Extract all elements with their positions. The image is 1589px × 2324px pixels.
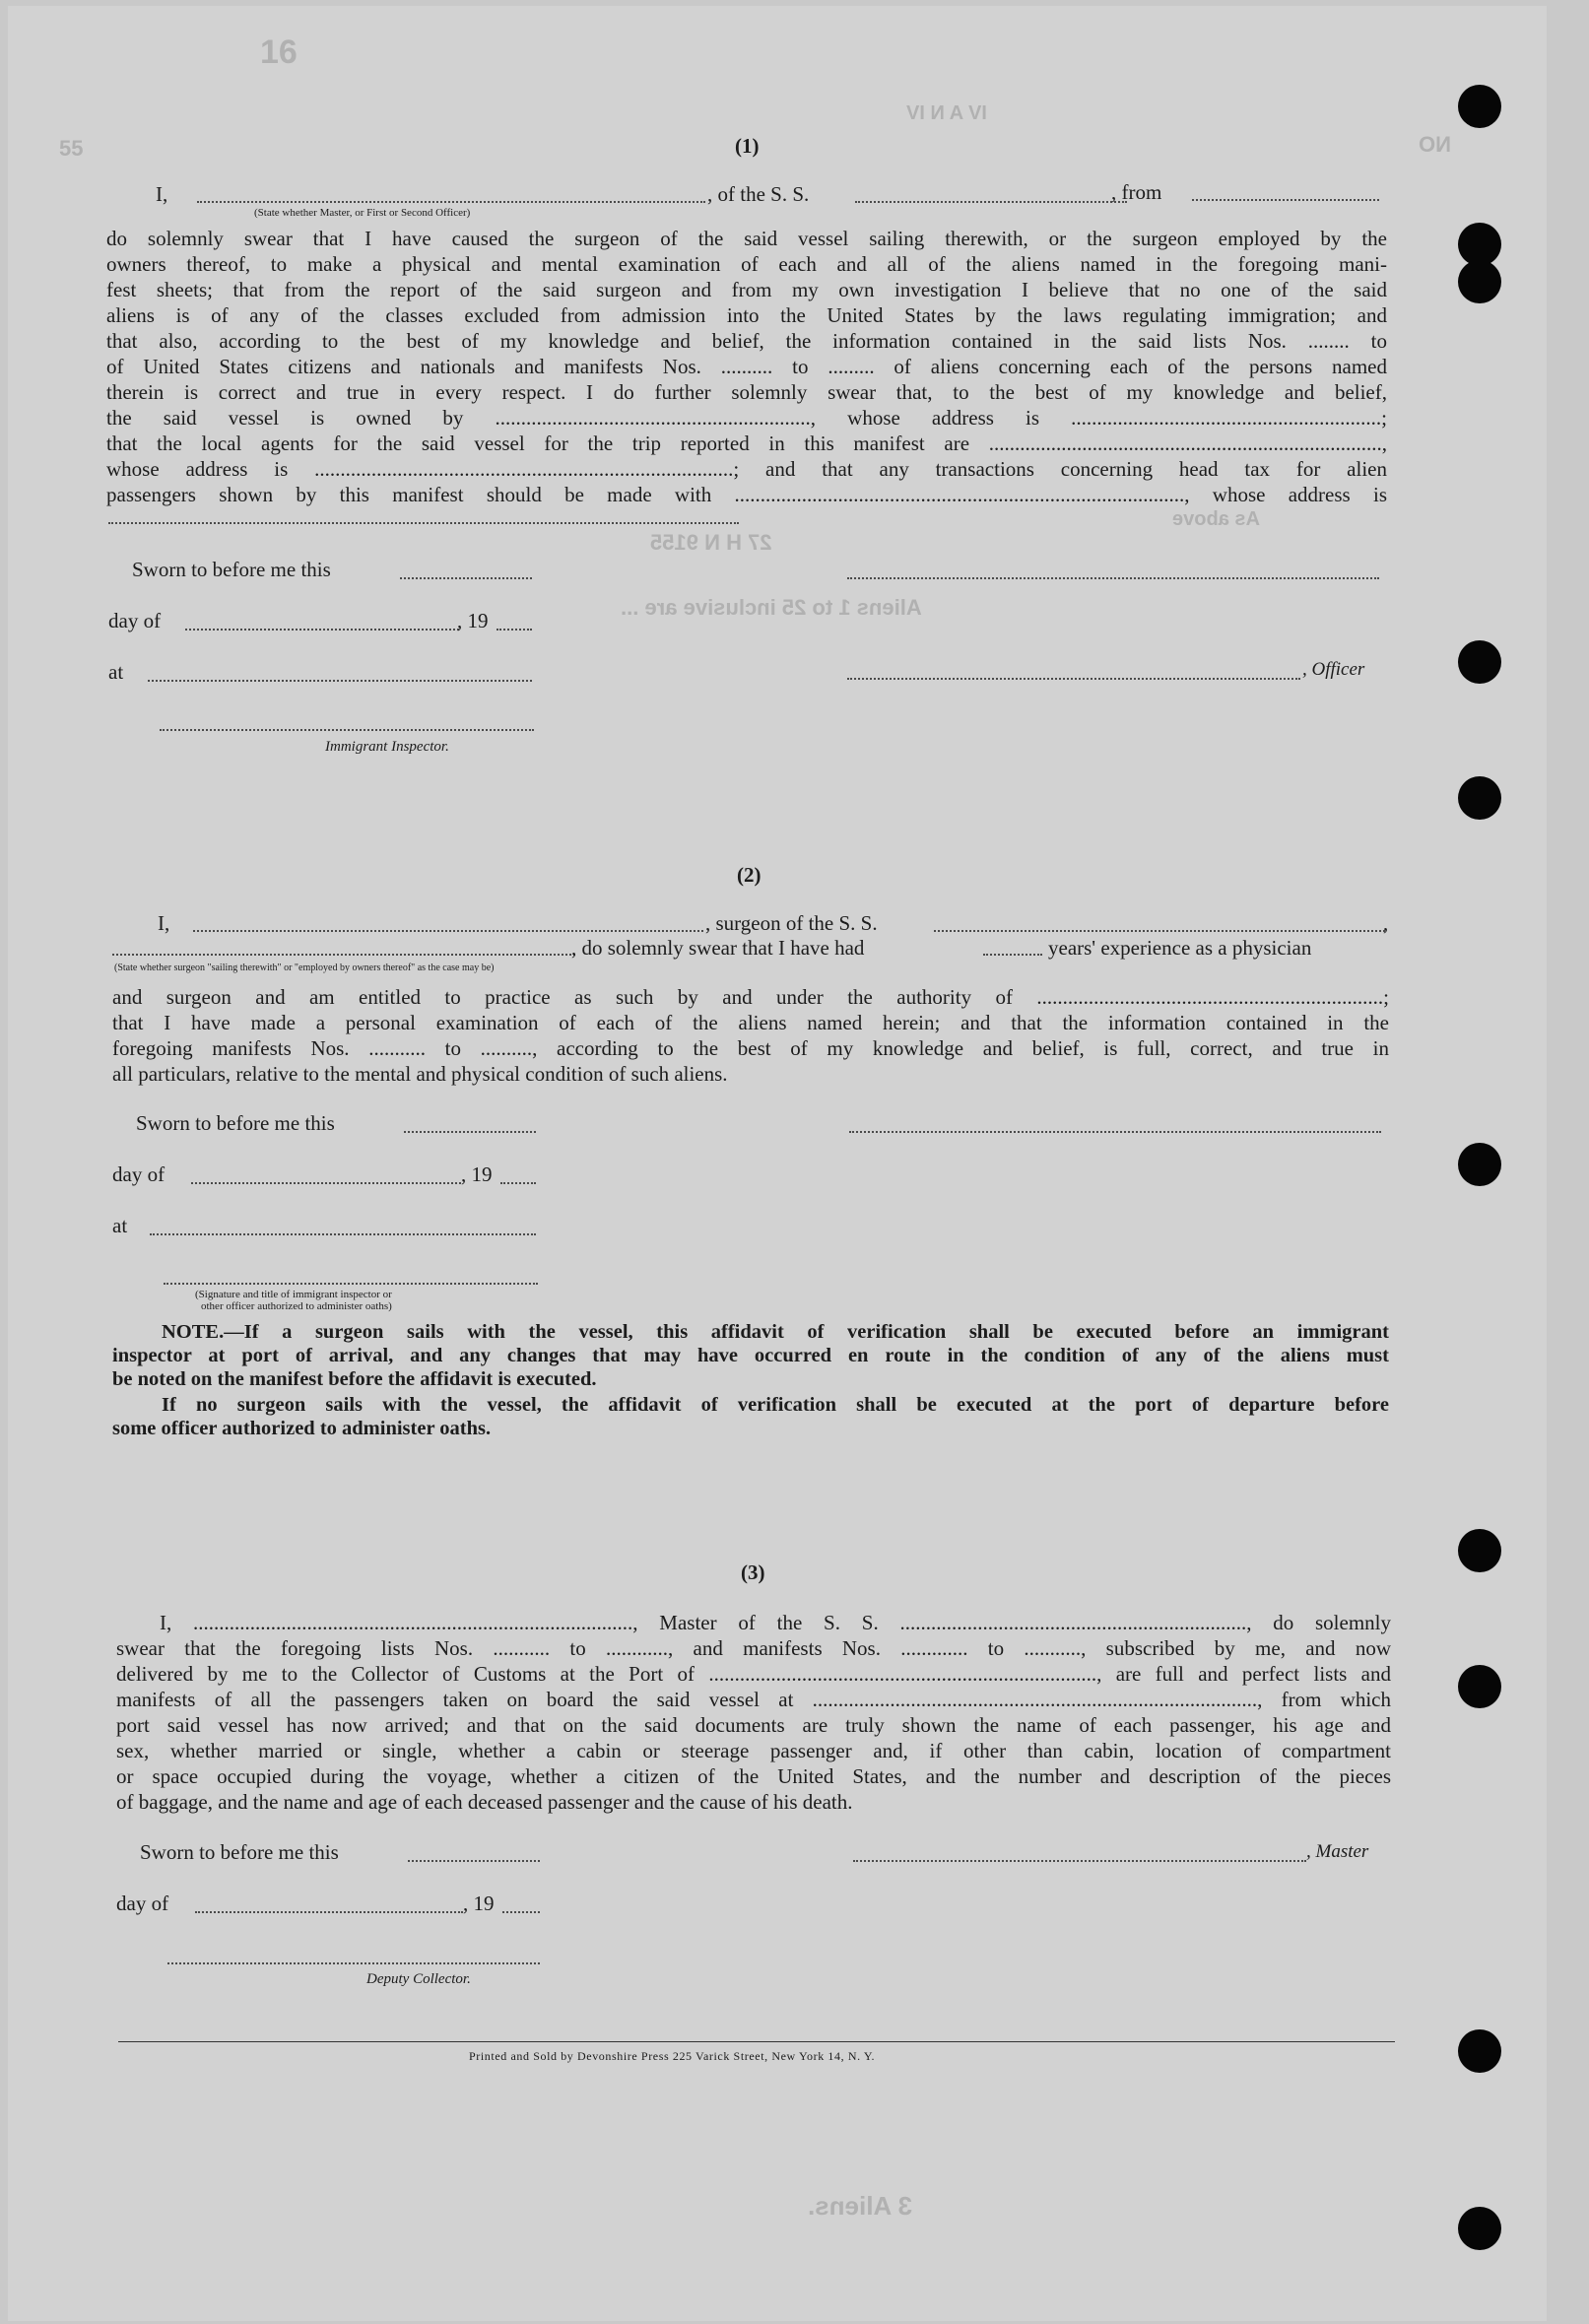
punch-hole: [1458, 1143, 1501, 1186]
note-line: If no surgeon sails with the vessel, the affidavit of verification shall be executed at the port of departure before: [162, 1394, 1389, 1416]
oath-line: I, ....................................................................................., Master of the S. S. ..................................................................., do solemnly: [160, 1611, 1391, 1634]
bleed-through-code: 27 H N 9155: [650, 530, 772, 555]
oath-line: that the local agents for the said vessel for the trip reported in this manifest are ............................................................................,: [106, 432, 1387, 455]
year-field[interactable]: [500, 1182, 536, 1184]
punch-hole: [1458, 1529, 1501, 1572]
punch-hole: [1458, 2207, 1501, 2250]
inspector-signature-field[interactable]: [160, 729, 534, 731]
vessel-name-field[interactable]: [855, 201, 1127, 203]
sworn-label: Sworn to before me this: [132, 558, 331, 581]
section-1-number: (1): [735, 134, 760, 158]
oath-line: whose address is .................................................................................; and that any transactions concerning head tax for alien: [106, 457, 1387, 481]
oath-line: delivered by me to the Collector of Customs at the Port of ..........................................................................., are full and perfect lists and: [116, 1662, 1391, 1686]
punch-hole: [1458, 640, 1501, 684]
oath-line: port said vessel has now arrived; and that on the said documents are truly shown the name of each passenger, his age and: [116, 1713, 1391, 1737]
note-line: NOTE.—If a surgeon sails with the vessel, this affidavit of verification shall be executed before an immigrant: [162, 1321, 1389, 1343]
surgeon-vessel-field[interactable]: [934, 930, 1385, 932]
sworn-day-field[interactable]: [408, 1860, 540, 1862]
place-field[interactable]: [150, 1233, 536, 1235]
place-field[interactable]: [148, 680, 532, 682]
punch-hole: [1458, 85, 1501, 128]
inspector-signature-field[interactable]: [164, 1283, 538, 1285]
signature-hint: other officer authorized to administer oaths): [201, 1300, 392, 1312]
bleed-through-mark: NO: [1419, 132, 1451, 157]
oath-line: that also, according to the best of my knowledge and belief, the information contained in the said lists Nos. ........ to: [106, 329, 1387, 353]
surgeon-of-label: , surgeon of the S. S.: [705, 911, 878, 935]
footer-rule: [118, 2041, 1395, 2042]
punch-hole: [1458, 2029, 1501, 2073]
year-field[interactable]: [497, 629, 532, 631]
oath-line: all particulars, relative to the mental and physical condition of such aliens.: [112, 1062, 728, 1086]
bleed-through-bottom: 3 Aliens.: [808, 2191, 912, 2221]
officer-hint: (State whether Master, or First or Second Officer): [254, 207, 471, 219]
year-label: , 19: [463, 1892, 495, 1915]
inspector-label: Immigrant Inspector.: [325, 739, 449, 755]
years-field[interactable]: [983, 954, 1042, 956]
section-1-oath-text: [106, 226, 1387, 507]
oath-line: manifests of all the passengers taken on board the said vessel at ......................................................................................, from which: [116, 1688, 1391, 1711]
year-label: , 19: [457, 609, 489, 632]
master-label: , Master: [1306, 1841, 1369, 1862]
collector-signature-field[interactable]: [167, 1962, 540, 1964]
oath-line: or space occupied during the voyage, whether a citizen of the United States, and the number and description of the pieces: [116, 1764, 1391, 1788]
years-label: years' experience as a physician: [1048, 936, 1312, 960]
punch-hole: [1458, 776, 1501, 820]
from-label: , from: [1111, 180, 1162, 204]
oath-line: the said vessel is owned by ............................................................., whose address is ............................................................;: [106, 406, 1387, 430]
bleed-through-line: Aliens 1 to 25 inclusive are ...: [621, 595, 922, 620]
month-field[interactable]: [195, 1911, 463, 1913]
day-of-label: day of: [108, 609, 162, 632]
oath-line: fest sheets; that from the report of the said surgeon and from my own investigation I believe that no one of the said: [106, 278, 1387, 301]
section-3-number: (3): [741, 1560, 765, 1584]
section-2-i-label: I,: [158, 911, 170, 935]
oath-line: aliens is of any of the classes excluded from admission into the United States by the laws regulating immigration; and: [106, 303, 1387, 327]
note-line: inspector at port of arrival, and any changes that may have occurred en route in the condition of any of the aliens must: [112, 1345, 1389, 1366]
sworn-label: Sworn to before me this: [136, 1111, 335, 1135]
oath-line: that I have made a personal examination of each of the aliens named herein; and that the information contained in the: [112, 1011, 1389, 1034]
surgeon-name-field[interactable]: [193, 930, 703, 932]
note-paragraph: [112, 1320, 1389, 1391]
printer-imprint: Printed and Sold by Devonshire Press 225 Varick Street, New York 14, N. Y.: [469, 2049, 876, 2063]
at-label: at: [108, 660, 124, 684]
surgeon-type-field[interactable]: [112, 954, 575, 956]
sworn-day-field[interactable]: [404, 1131, 536, 1133]
from-port-field[interactable]: [1192, 199, 1379, 201]
oath-line: therein is correct and true in every respect. I do further solemnly swear that, to the best of my knowledge and belief,: [106, 380, 1387, 404]
officer-label: , Officer: [1302, 659, 1365, 680]
bleed-through-code: 55: [59, 136, 84, 161]
month-field[interactable]: [185, 629, 459, 631]
swear-label: , do solemnly swear that I have had: [571, 936, 865, 960]
oath-line: and surgeon and am entitled to practice as such by and under the authority of ...................................................................;: [112, 985, 1389, 1009]
oath-line: swear that the foregoing lists Nos. ........... to ............, and manifests Nos. ............. to ..........., subscribed by me, and now: [116, 1636, 1391, 1660]
oath-line: of United States citizens and nationals and manifests Nos. .......... to ......... of aliens concerning each of the persons named: [106, 355, 1387, 378]
section-2-number: (2): [737, 863, 761, 887]
oath-line: of baggage, and the name and age of each deceased passenger and the cause of his death.: [116, 1790, 853, 1814]
surgeon-signature-field[interactable]: [849, 1131, 1381, 1133]
head-tax-address-field[interactable]: [108, 522, 739, 524]
officer-name-field[interactable]: [197, 201, 705, 203]
year-label: , 19: [461, 1162, 493, 1186]
section-3-oath-text: [116, 1610, 1391, 1815]
punch-hole: [1458, 1665, 1501, 1708]
oath-line: do solemnly swear that I have caused the surgeon of the said vessel sailing therewith, or the surgeon employed by the: [106, 227, 1387, 250]
sworn-day-field[interactable]: [400, 577, 532, 579]
section-2-oath-text: [112, 984, 1389, 1087]
bleed-through-corner: 16: [260, 33, 298, 71]
note-line: some officer authorized to administer oaths.: [112, 1418, 492, 1439]
signature-hint: (Signature and title of immigrant inspector or: [195, 1289, 392, 1300]
oath-line: passengers shown by this manifest should be made with ......................................................................................., whose address is: [106, 483, 1387, 506]
oath-line: owners thereof, to make a physical and mental examination of each and all of the aliens named in the foregoing mani-: [106, 252, 1387, 276]
note-line: be noted on the manifest before the affidavit is executed.: [112, 1368, 597, 1390]
oath-line: sex, whether married or single, whether a cabin or steerage passenger and, if other than cabin, location of compartment: [116, 1739, 1391, 1762]
month-field[interactable]: [191, 1182, 461, 1184]
of-ss-label: , of the S. S.: [707, 182, 810, 206]
punch-hole: [1458, 260, 1501, 303]
note-paragraph: [112, 1393, 1389, 1440]
at-label: at: [112, 1214, 128, 1237]
bleed-through-text: As above: [1172, 508, 1260, 530]
bleed-through-stamp: IV A N IV: [906, 102, 987, 124]
surgeon-type-hint: (State whether surgeon "sailing therewith" or "employed by owners thereof" as the case may be): [114, 963, 495, 973]
section-1-i-label: I,: [156, 182, 168, 206]
day-of-label: day of: [112, 1162, 166, 1186]
oath-line: foregoing manifests Nos. ........... to .........., according to the best of my knowledge and belief, is full, correct, and true in: [112, 1036, 1389, 1060]
comma-label: ,: [1383, 911, 1389, 935]
day-of-label: day of: [116, 1892, 169, 1915]
year-field[interactable]: [502, 1911, 540, 1913]
deputy-collector-label: Deputy Collector.: [366, 1971, 471, 1987]
officer-signature-field[interactable]: [847, 577, 1379, 579]
master-signature-field[interactable]: [853, 1860, 1306, 1862]
sworn-label: Sworn to before me this: [140, 1840, 339, 1864]
officer-title-field[interactable]: [847, 678, 1300, 680]
